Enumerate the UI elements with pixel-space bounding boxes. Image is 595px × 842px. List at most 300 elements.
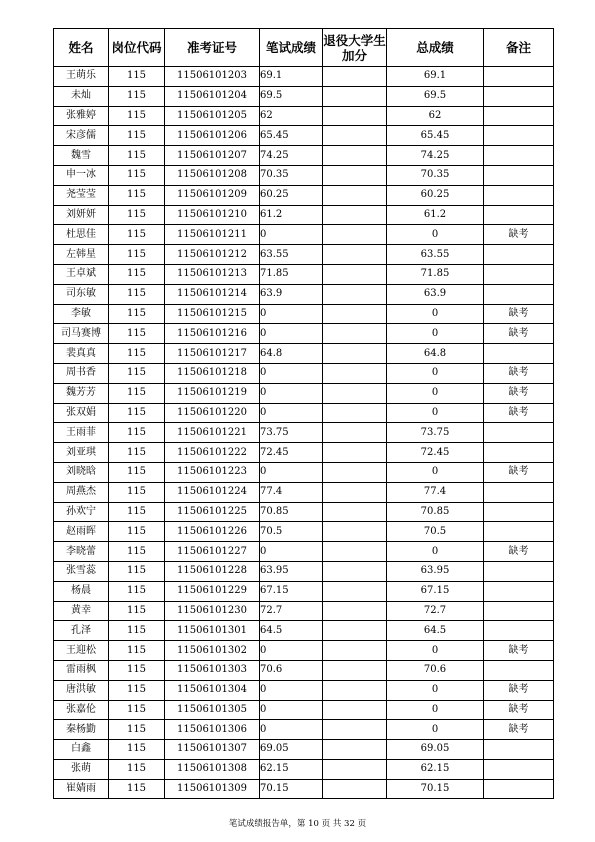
- header-name: 姓名: [54, 29, 109, 67]
- post-code-cell: 115: [109, 542, 165, 562]
- total-score-cell: 64.8: [387, 344, 484, 364]
- total-score-cell: 64.5: [387, 621, 484, 641]
- header-post-code: 岗位代码: [109, 29, 165, 67]
- table-row: [54, 601, 554, 621]
- veteran-bonus-cell: [323, 641, 387, 661]
- table-row: [54, 680, 554, 700]
- post-code-cell: 115: [109, 67, 165, 87]
- written-score-cell: 0: [260, 641, 323, 661]
- written-score-cell: 74.25: [260, 146, 323, 166]
- exam-number-cell: 11506101303: [165, 660, 260, 680]
- remark-cell: [484, 146, 554, 166]
- veteran-bonus-cell: [323, 304, 387, 324]
- veteran-bonus-cell: [323, 443, 387, 463]
- post-code-cell: 115: [109, 443, 165, 463]
- exam-number-cell: 11506101217: [165, 344, 260, 364]
- written-score-cell: 64.8: [260, 344, 323, 364]
- name-cell: 左韩星: [54, 245, 109, 265]
- table-row: [54, 720, 554, 740]
- veteran-bonus-cell: [323, 660, 387, 680]
- veteran-bonus-cell: [323, 779, 387, 799]
- exam-number-cell: 11506101221: [165, 423, 260, 443]
- veteran-bonus-cell: [323, 482, 387, 502]
- total-score-cell: 70.15: [387, 779, 484, 799]
- post-code-cell: 115: [109, 621, 165, 641]
- post-code-cell: 115: [109, 423, 165, 443]
- post-code-cell: 115: [109, 581, 165, 601]
- veteran-bonus-cell: [323, 403, 387, 423]
- exam-number-cell: 11506101223: [165, 462, 260, 482]
- table-row: [54, 759, 554, 779]
- table-row: [54, 264, 554, 284]
- table-row: [54, 423, 554, 443]
- remark-cell: [484, 561, 554, 581]
- exam-number-cell: 11506101211: [165, 225, 260, 245]
- post-code-cell: 115: [109, 660, 165, 680]
- post-code-cell: 115: [109, 344, 165, 364]
- exam-number-cell: 11506101309: [165, 779, 260, 799]
- remark-cell: 缺考: [484, 383, 554, 403]
- name-cell: 魏芳芳: [54, 383, 109, 403]
- exam-number-cell: 11506101228: [165, 561, 260, 581]
- table-row: [54, 660, 554, 680]
- written-score-cell: 73.75: [260, 423, 323, 443]
- name-cell: 李敏: [54, 304, 109, 324]
- total-score-cell: 63.9: [387, 284, 484, 304]
- veteran-bonus-cell: [323, 423, 387, 443]
- written-score-cell: 72.45: [260, 443, 323, 463]
- written-score-cell: 0: [260, 304, 323, 324]
- remark-cell: [484, 165, 554, 185]
- written-score-cell: 62.15: [260, 759, 323, 779]
- exam-number-cell: 11506101302: [165, 641, 260, 661]
- post-code-cell: 115: [109, 502, 165, 522]
- written-score-cell: 70.5: [260, 522, 323, 542]
- veteran-bonus-cell: [323, 126, 387, 146]
- veteran-bonus-cell: [323, 264, 387, 284]
- exam-number-cell: 11506101308: [165, 759, 260, 779]
- written-score-cell: 63.55: [260, 245, 323, 265]
- header-row: [54, 29, 554, 67]
- post-code-cell: 115: [109, 284, 165, 304]
- remark-cell: [484, 601, 554, 621]
- table-row: [54, 324, 554, 344]
- post-code-cell: 115: [109, 363, 165, 383]
- table-row: [54, 482, 554, 502]
- exam-number-cell: 11506101226: [165, 522, 260, 542]
- table-row: [54, 205, 554, 225]
- name-cell: 尧莹莹: [54, 185, 109, 205]
- name-cell: 周书香: [54, 363, 109, 383]
- header-exam-number: 准考证号: [165, 29, 260, 67]
- total-score-cell: 0: [387, 700, 484, 720]
- veteran-bonus-cell: [323, 759, 387, 779]
- veteran-bonus-cell: [323, 522, 387, 542]
- table-row: [54, 383, 554, 403]
- total-score-cell: 65.45: [387, 126, 484, 146]
- exam-number-cell: 11506101214: [165, 284, 260, 304]
- post-code-cell: 115: [109, 700, 165, 720]
- remark-cell: 缺考: [484, 363, 554, 383]
- table-row: [54, 740, 554, 760]
- remark-cell: [484, 482, 554, 502]
- table-row: [54, 106, 554, 126]
- name-cell: 王萌乐: [54, 67, 109, 87]
- post-code-cell: 115: [109, 146, 165, 166]
- total-score-cell: 74.25: [387, 146, 484, 166]
- exam-number-cell: 11506101213: [165, 264, 260, 284]
- table-row: [54, 581, 554, 601]
- total-score-cell: 0: [387, 720, 484, 740]
- name-cell: 魏雪: [54, 146, 109, 166]
- table-row: [54, 561, 554, 581]
- table-row: [54, 502, 554, 522]
- exam-number-cell: 11506101207: [165, 146, 260, 166]
- post-code-cell: 115: [109, 482, 165, 502]
- post-code-cell: 115: [109, 680, 165, 700]
- header-written-score: 笔试成绩: [260, 29, 323, 67]
- written-score-cell: 0: [260, 542, 323, 562]
- exam-number-cell: 11506101230: [165, 601, 260, 621]
- header-veteran-bonus: 退役大学生加分: [323, 29, 387, 67]
- name-cell: 裴真真: [54, 344, 109, 364]
- table-row: [54, 443, 554, 463]
- total-score-cell: 73.75: [387, 423, 484, 443]
- post-code-cell: 115: [109, 759, 165, 779]
- post-code-cell: 115: [109, 779, 165, 799]
- veteran-bonus-cell: [323, 225, 387, 245]
- written-score-cell: 0: [260, 720, 323, 740]
- veteran-bonus-cell: [323, 106, 387, 126]
- table-row: [54, 304, 554, 324]
- total-score-cell: 62: [387, 106, 484, 126]
- name-cell: 王卓斌: [54, 264, 109, 284]
- total-score-cell: 70.6: [387, 660, 484, 680]
- name-cell: 司马赛博: [54, 324, 109, 344]
- exam-number-cell: 11506101220: [165, 403, 260, 423]
- veteran-bonus-cell: [323, 245, 387, 265]
- exam-number-cell: 11506101222: [165, 443, 260, 463]
- name-cell: 张雪蕊: [54, 561, 109, 581]
- post-code-cell: 115: [109, 304, 165, 324]
- remark-cell: 缺考: [484, 720, 554, 740]
- veteran-bonus-cell: [323, 700, 387, 720]
- name-cell: 申一冰: [54, 165, 109, 185]
- veteran-bonus-cell: [323, 462, 387, 482]
- total-score-cell: 77.4: [387, 482, 484, 502]
- table-row: [54, 225, 554, 245]
- table-row: [54, 126, 554, 146]
- table-body: [54, 67, 554, 799]
- remark-cell: [484, 126, 554, 146]
- written-score-cell: 0: [260, 680, 323, 700]
- exam-number-cell: 11506101205: [165, 106, 260, 126]
- exam-number-cell: 11506101218: [165, 363, 260, 383]
- veteran-bonus-cell: [323, 324, 387, 344]
- post-code-cell: 115: [109, 740, 165, 760]
- total-score-cell: 69.05: [387, 740, 484, 760]
- remark-cell: [484, 344, 554, 364]
- written-score-cell: 63.9: [260, 284, 323, 304]
- name-cell: 黄幸: [54, 601, 109, 621]
- table-row: [54, 165, 554, 185]
- remark-cell: [484, 185, 554, 205]
- remark-cell: [484, 621, 554, 641]
- written-score-cell: 69.1: [260, 67, 323, 87]
- written-score-cell: 72.7: [260, 601, 323, 621]
- name-cell: 唐洪敏: [54, 680, 109, 700]
- total-score-cell: 69.1: [387, 67, 484, 87]
- written-score-cell: 0: [260, 403, 323, 423]
- total-score-cell: 69.5: [387, 86, 484, 106]
- total-score-cell: 0: [387, 542, 484, 562]
- table-row: [54, 641, 554, 661]
- post-code-cell: 115: [109, 126, 165, 146]
- total-score-cell: 61.2: [387, 205, 484, 225]
- written-score-cell: 62: [260, 106, 323, 126]
- total-score-cell: 0: [387, 383, 484, 403]
- veteran-bonus-cell: [323, 740, 387, 760]
- header-remarks: 备注: [484, 29, 554, 67]
- written-score-cell: 70.15: [260, 779, 323, 799]
- written-score-cell: 0: [260, 383, 323, 403]
- total-score-cell: 0: [387, 304, 484, 324]
- post-code-cell: 115: [109, 185, 165, 205]
- veteran-bonus-cell: [323, 185, 387, 205]
- post-code-cell: 115: [109, 264, 165, 284]
- name-cell: 雷雨枫: [54, 660, 109, 680]
- written-score-cell: 70.85: [260, 502, 323, 522]
- written-score-cell: 61.2: [260, 205, 323, 225]
- exam-number-cell: 11506101229: [165, 581, 260, 601]
- veteran-bonus-cell: [323, 344, 387, 364]
- name-cell: 王雨菲: [54, 423, 109, 443]
- remark-cell: [484, 284, 554, 304]
- total-score-cell: 63.95: [387, 561, 484, 581]
- remark-cell: [484, 86, 554, 106]
- written-score-cell: 71.85: [260, 264, 323, 284]
- veteran-bonus-cell: [323, 561, 387, 581]
- post-code-cell: 115: [109, 383, 165, 403]
- name-cell: 张萌: [54, 759, 109, 779]
- name-cell: 刘妍妍: [54, 205, 109, 225]
- remark-cell: [484, 660, 554, 680]
- remark-cell: [484, 443, 554, 463]
- veteran-bonus-cell: [323, 601, 387, 621]
- name-cell: 未灿: [54, 86, 109, 106]
- remark-cell: 缺考: [484, 403, 554, 423]
- name-cell: 孙欢宁: [54, 502, 109, 522]
- veteran-bonus-cell: [323, 542, 387, 562]
- table-row: [54, 284, 554, 304]
- name-cell: 王迎松: [54, 641, 109, 661]
- total-score-cell: 60.25: [387, 185, 484, 205]
- total-score-cell: 0: [387, 403, 484, 423]
- name-cell: 司东敏: [54, 284, 109, 304]
- total-score-cell: 0: [387, 363, 484, 383]
- remark-cell: [484, 522, 554, 542]
- remark-cell: [484, 264, 554, 284]
- post-code-cell: 115: [109, 403, 165, 423]
- remark-cell: [484, 245, 554, 265]
- exam-number-cell: 11506101225: [165, 502, 260, 522]
- name-cell: 张双娟: [54, 403, 109, 423]
- remark-cell: 缺考: [484, 324, 554, 344]
- written-score-cell: 0: [260, 462, 323, 482]
- veteran-bonus-cell: [323, 383, 387, 403]
- table-row: [54, 363, 554, 383]
- total-score-cell: 70.35: [387, 165, 484, 185]
- veteran-bonus-cell: [323, 67, 387, 87]
- written-score-cell: 67.15: [260, 581, 323, 601]
- written-score-cell: 0: [260, 700, 323, 720]
- name-cell: 李晓蕾: [54, 542, 109, 562]
- name-cell: 孔泽: [54, 621, 109, 641]
- written-score-cell: 70.6: [260, 660, 323, 680]
- total-score-cell: 70.85: [387, 502, 484, 522]
- post-code-cell: 115: [109, 165, 165, 185]
- post-code-cell: 115: [109, 522, 165, 542]
- name-cell: 秦杨勤: [54, 720, 109, 740]
- remark-cell: 缺考: [484, 700, 554, 720]
- post-code-cell: 115: [109, 205, 165, 225]
- veteran-bonus-cell: [323, 205, 387, 225]
- header-total-score: 总成绩: [387, 29, 484, 67]
- exam-number-cell: 11506101307: [165, 740, 260, 760]
- post-code-cell: 115: [109, 641, 165, 661]
- veteran-bonus-cell: [323, 86, 387, 106]
- post-code-cell: 115: [109, 561, 165, 581]
- table-row: [54, 621, 554, 641]
- table-row: [54, 542, 554, 562]
- name-cell: 刘晓晗: [54, 462, 109, 482]
- exam-number-cell: 11506101204: [165, 86, 260, 106]
- written-score-cell: 64.5: [260, 621, 323, 641]
- table-row: [54, 146, 554, 166]
- remark-cell: [484, 106, 554, 126]
- exam-number-cell: 11506101301: [165, 621, 260, 641]
- written-score-cell: 60.25: [260, 185, 323, 205]
- remark-cell: [484, 67, 554, 87]
- table-row: [54, 779, 554, 799]
- total-score-cell: 0: [387, 641, 484, 661]
- veteran-bonus-cell: [323, 621, 387, 641]
- post-code-cell: 115: [109, 324, 165, 344]
- remark-cell: [484, 779, 554, 799]
- remark-cell: 缺考: [484, 304, 554, 324]
- exam-number-cell: 11506101212: [165, 245, 260, 265]
- written-score-cell: 0: [260, 225, 323, 245]
- veteran-bonus-cell: [323, 680, 387, 700]
- total-score-cell: 67.15: [387, 581, 484, 601]
- total-score-cell: 0: [387, 324, 484, 344]
- name-cell: 周燕杰: [54, 482, 109, 502]
- table-row: [54, 245, 554, 265]
- name-cell: 杨晨: [54, 581, 109, 601]
- remark-cell: [484, 740, 554, 760]
- written-score-cell: 69.05: [260, 740, 323, 760]
- written-score-cell: 63.95: [260, 561, 323, 581]
- name-cell: 赵雨晖: [54, 522, 109, 542]
- post-code-cell: 115: [109, 462, 165, 482]
- post-code-cell: 115: [109, 225, 165, 245]
- veteran-bonus-cell: [323, 284, 387, 304]
- written-score-cell: 70.35: [260, 165, 323, 185]
- table-row: [54, 344, 554, 364]
- veteran-bonus-cell: [323, 146, 387, 166]
- table-row: [54, 462, 554, 482]
- name-cell: 宋彦儒: [54, 126, 109, 146]
- post-code-cell: 115: [109, 601, 165, 621]
- remark-cell: [484, 759, 554, 779]
- written-score-cell: 77.4: [260, 482, 323, 502]
- remark-cell: 缺考: [484, 680, 554, 700]
- exam-number-cell: 11506101305: [165, 700, 260, 720]
- exam-number-cell: 11506101304: [165, 680, 260, 700]
- remark-cell: [484, 581, 554, 601]
- exam-number-cell: 11506101210: [165, 205, 260, 225]
- written-score-cell: 0: [260, 363, 323, 383]
- veteran-bonus-cell: [323, 502, 387, 522]
- name-cell: 刘亚琪: [54, 443, 109, 463]
- total-score-cell: 70.5: [387, 522, 484, 542]
- table-row: [54, 86, 554, 106]
- post-code-cell: 115: [109, 86, 165, 106]
- remark-cell: [484, 423, 554, 443]
- veteran-bonus-cell: [323, 720, 387, 740]
- total-score-cell: 72.45: [387, 443, 484, 463]
- total-score-cell: 0: [387, 680, 484, 700]
- exam-number-cell: 11506101306: [165, 720, 260, 740]
- written-score-cell: 65.45: [260, 126, 323, 146]
- name-cell: 杜思佳: [54, 225, 109, 245]
- total-score-cell: 72.7: [387, 601, 484, 621]
- veteran-bonus-cell: [323, 165, 387, 185]
- exam-number-cell: 11506101224: [165, 482, 260, 502]
- total-score-cell: 62.15: [387, 759, 484, 779]
- table-row: [54, 522, 554, 542]
- remark-cell: [484, 502, 554, 522]
- exam-number-cell: 11506101227: [165, 542, 260, 562]
- exam-number-cell: 11506101206: [165, 126, 260, 146]
- veteran-bonus-cell: [323, 363, 387, 383]
- name-cell: 崔婧雨: [54, 779, 109, 799]
- written-score-cell: 69.5: [260, 86, 323, 106]
- exam-number-cell: 11506101203: [165, 67, 260, 87]
- remark-cell: 缺考: [484, 542, 554, 562]
- name-cell: 张嘉伦: [54, 700, 109, 720]
- post-code-cell: 115: [109, 720, 165, 740]
- exam-number-cell: 11506101215: [165, 304, 260, 324]
- total-score-cell: 71.85: [387, 264, 484, 284]
- name-cell: 张雅婷: [54, 106, 109, 126]
- total-score-cell: 63.55: [387, 245, 484, 265]
- table-row: [54, 700, 554, 720]
- table-row: [54, 185, 554, 205]
- exam-number-cell: 11506101219: [165, 383, 260, 403]
- remark-cell: 缺考: [484, 225, 554, 245]
- remark-cell: 缺考: [484, 641, 554, 661]
- post-code-cell: 115: [109, 106, 165, 126]
- remark-cell: 缺考: [484, 462, 554, 482]
- total-score-cell: 0: [387, 225, 484, 245]
- exam-number-cell: 11506101216: [165, 324, 260, 344]
- exam-number-cell: 11506101209: [165, 185, 260, 205]
- score-table: [53, 28, 554, 799]
- veteran-bonus-cell: [323, 581, 387, 601]
- name-cell: 白鑫: [54, 740, 109, 760]
- total-score-cell: 0: [387, 462, 484, 482]
